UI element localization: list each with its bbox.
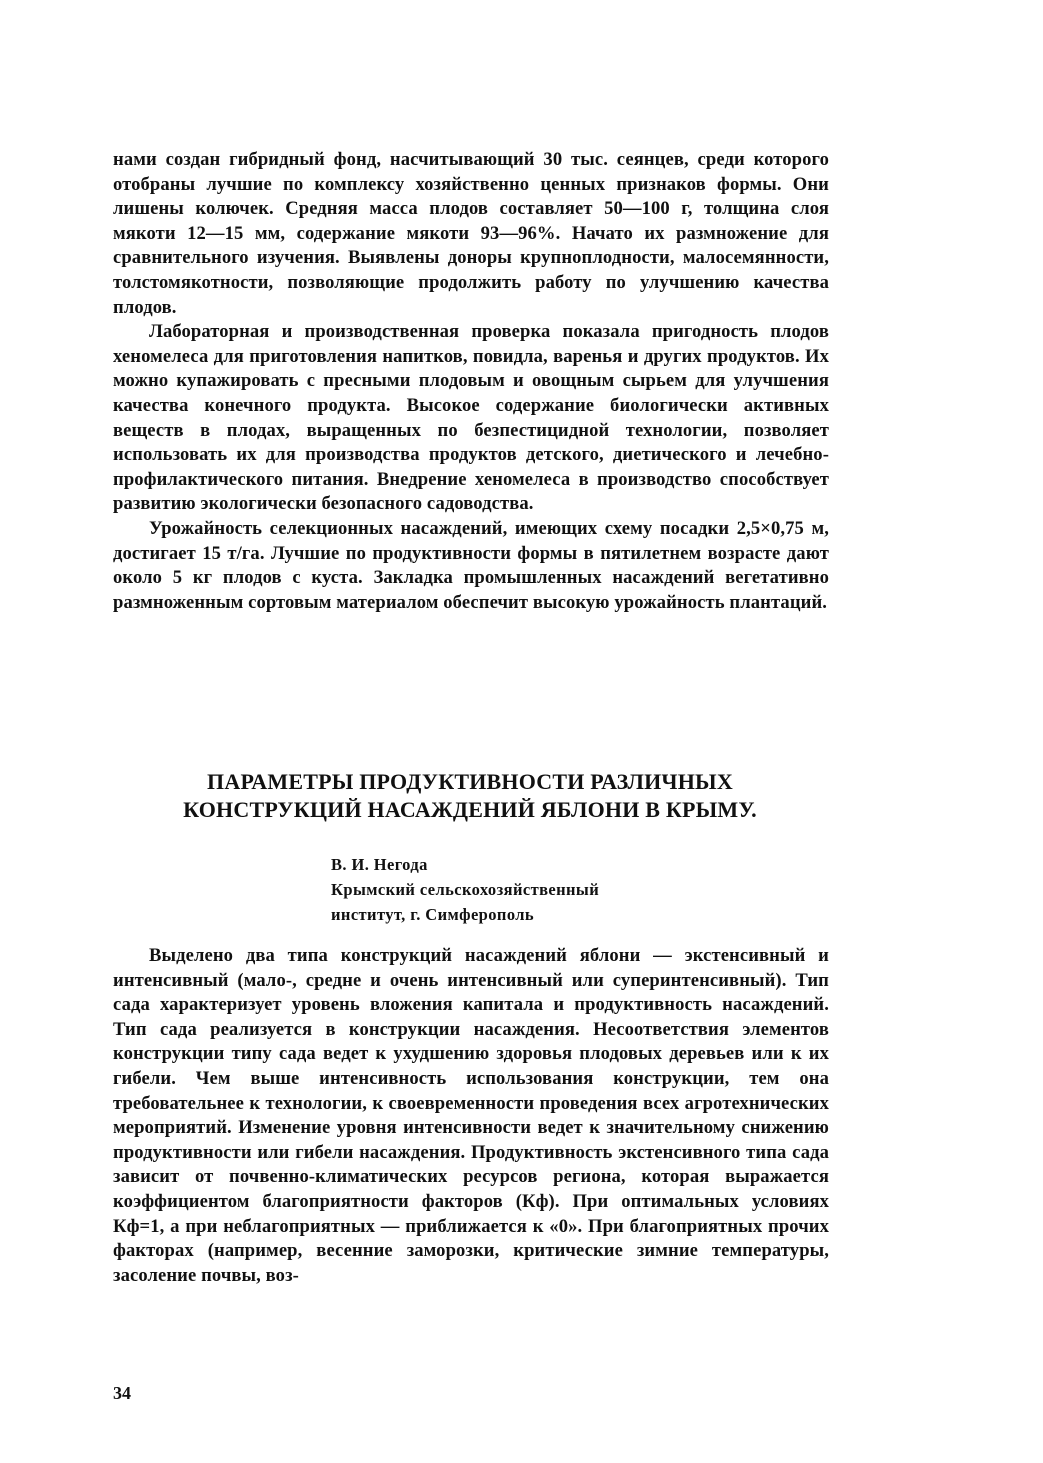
body-paragraph: Выделено два типа конструкций насаждений яблони — экстенсивный и интенсивный (мало-, средне и очень интенсивный или суперинтенсивный). Тип сада характеризует уровень вложения капитала и продуктивность насаждений. Тип сада реализуется в конструкции насаждения. Несоответствия элементов конструкции типу сада ведет к ухудшению здоровья плодовых деревьев или к их гибели. Чем выше интенсивность использования конструкции, тем она требовательнее к технологии, к своевременности проведения всех агротехнических мероприятий. Изменение уровня интенсивности ведет к значительному снижению продуктивности или гибели насаждения. Продуктивность экстенсивного типа сада зависит от почвенно-климатических ресурсов региона, которая выражается коэффициентом благоприятности факторов (Кф). При оптимальных условиях Кф=1, а при неблагоприятных — приближается к «0». При благоприятных прочих факторах (например, весенние заморозки, критические зимние температуры, засоление почвы, воз-	[113, 945, 829, 1286]
affiliation-line: институт, г. Симферополь	[331, 905, 535, 924]
affiliation-line: Крымский сельскохозяйственный	[331, 880, 600, 899]
body-paragraph: Лабораторная и производственная проверка показала пригодность плодов хеномелеса для приготовления напитков, повидла, варенья и других продуктов. Их можно купажировать с пресными плодовым и овощным сырьем для улучшения качества конечного продукта. Высокое содержание биологически активных веществ в плодах, выращенных по безпестицидной технологии, позволяет использовать их для производства продуктов детского, диетического и лечебно-профилактического питания. Внедрение хеномелеса в производство способствует развитию экологически безопасного садоводства.	[113, 321, 829, 515]
page-number: 34	[113, 1383, 131, 1403]
author-name: В. И. Негода	[331, 855, 428, 874]
article-title-line: ПАРАМЕТРЫ ПРОДУКТИВНОСТИ РАЗЛИЧНЫХ	[207, 769, 733, 794]
article-title	[100, 768, 840, 824]
article-title-line: КОНСТРУКЦИЙ НАСАЖДЕНИЙ ЯБЛОНИ В КРЫМУ.	[183, 797, 757, 822]
article-body	[113, 944, 829, 1288]
body-paragraph: Урожайность селекционных насаждений, имеющих схему посадки 2,5×0,75 м, достигает 15 т/га. Лучшие по продуктивности формы в пятилетнем возрасте дают около 5 кг плодов с куста. Закладка промышленных насаждений вегетативно размноженным сортовым материалом обеспечит высокую урожайность плантаций.	[113, 517, 829, 613]
body-paragraph: нами создан гибридный фонд, насчитывающий 30 тыс. сеянцев, среди которого отобраны лучшие по комплексу хозяйственно ценных признаков формы. Они лишены колючек. Средняя масса плодов составляет 50—100 г, толщина слоя мякоти 12—15 мм, содержание мякоти 93—96%. Начато их размножение для сравнительного изучения. Выявлены доноры крупноплодности, малосемянности, толстомякотности, позволяющие продолжить работу по улучшению качества плодов.	[113, 149, 829, 318]
article-byline	[331, 852, 599, 927]
continued-text-section	[113, 148, 829, 615]
